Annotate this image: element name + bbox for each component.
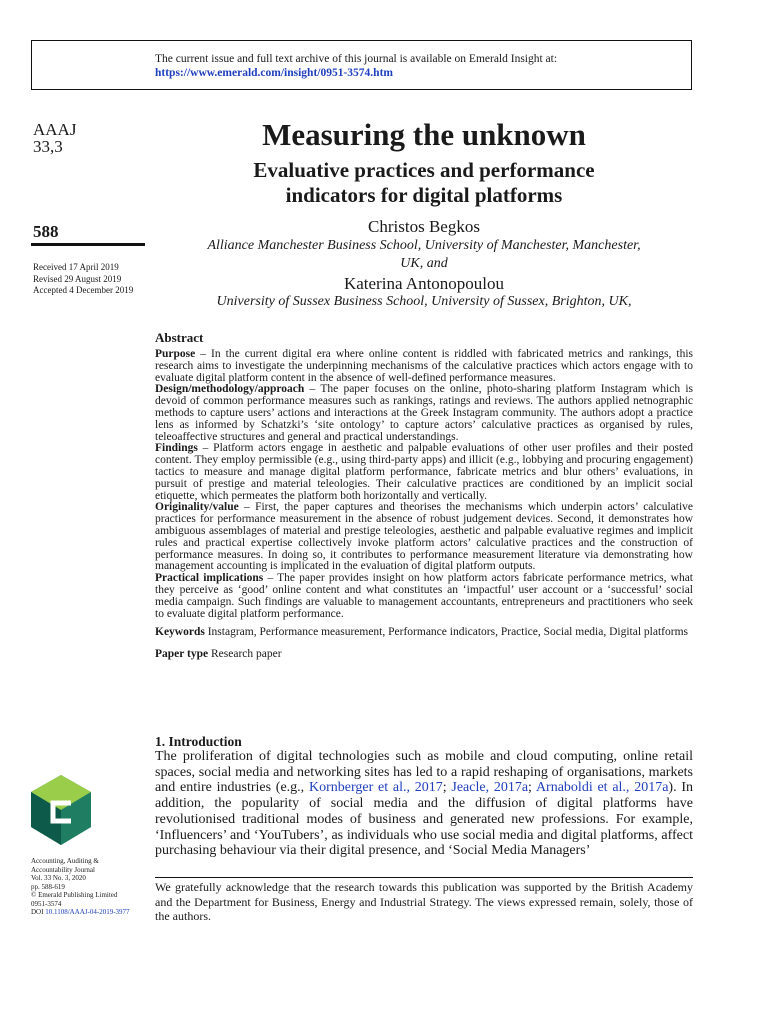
doi-line — [31, 908, 149, 917]
abstract-label: Practical implications — [155, 572, 264, 585]
abstract-label: Originality/value — [155, 501, 239, 514]
citation-line: Accountability Journal — [31, 865, 95, 874]
journal-abbr-text: AAAJ — [33, 120, 77, 139]
abstract-paper-type — [155, 647, 693, 662]
author-affiliation: University of Sussex Business School, University of Sussex, Brighton, UK, — [216, 294, 632, 309]
footnote-rule — [155, 877, 693, 878]
article-title: Measuring the unknown — [262, 117, 586, 152]
citation-link[interactable]: Kornberger et al., 2017 — [308, 780, 443, 796]
citation-line: Accounting, Auditing & — [31, 857, 99, 865]
abstract-originality — [155, 502, 693, 573]
doi-link[interactable]: 10.1108/AAAJ-04-2019-3977 — [45, 908, 130, 916]
abstract-heading: Abstract — [155, 330, 204, 345]
abstract-purpose — [155, 349, 693, 384]
paper-type-label: Paper type — [155, 648, 209, 661]
author-name: Christos Begkos — [368, 217, 480, 236]
journal-url-link[interactable]: https://www.emerald.com/insight/0951-3574.htm — [155, 67, 393, 79]
page-number: 588 — [33, 222, 59, 241]
abstract-findings — [155, 443, 693, 502]
abstract-text: – Platform actors engage in aesthetic and palpable evaluations of other user profiles and their posted content. They employ permissible (e.g., using third-party apps) and illicit (e.g., lobbying and procuring engagement) tactics to measure and manage digital platform performance, fabricate metrics and blur others’ evaluations, in pursuit of prestige and material teleologies. Their calculative practices are conditioned by an implicit social etiquette, which permeates the platform both horizontally and vertically. — [155, 442, 693, 502]
doi-label: DOI — [31, 908, 44, 916]
abstract-design — [155, 384, 693, 443]
abstract-practical — [155, 573, 693, 620]
affiliation-line: UK, and — [400, 256, 448, 271]
volume-issue: 33,3 — [33, 137, 63, 156]
emerald-logo-icon — [31, 775, 91, 845]
abstract-text: – The paper provides insight on how platform actors fabricate performance metrics, what they perceive as ‘good’ online content and what constitutes an ‘impactful’ user account or a ‘successful’ social media campaign. Such findings are valuable to management accountants, entrepreneurs and practitioners who seek to evaluate digital platform performance. — [155, 572, 693, 620]
article-subtitle — [155, 158, 693, 208]
subtitle-line: Evaluative practices and performance — [253, 158, 595, 182]
access-line: The current issue and full text archive of this journal is available on Emerald Insight at: — [155, 53, 558, 65]
received-dates — [33, 262, 133, 297]
abstract-keywords — [155, 625, 693, 640]
citation-link[interactable]: Jeacle, 2017a — [451, 780, 529, 796]
abstract-label: Purpose — [155, 348, 196, 360]
access-notice — [155, 52, 557, 80]
abstract-text: – In the current digital era where online content is riddled with fabricated metrics and rankings, this research aims to investigate the underpinning mechanisms of the calculative practices which actors engage with to evaluate digital platform content in the absence of well-defined performance measures. — [155, 348, 693, 384]
author-affiliation — [155, 237, 693, 273]
intro-text: The proliferation of digital technologies such as mobile and cloud computing, online retail spaces, social media and networking sites has led to a rapid reshaping of organisations, markets and entire industries (e.g., — [155, 749, 693, 796]
citation-line: pp. 588-619 — [31, 882, 65, 891]
revised-date: Revised 29 August 2019 — [33, 273, 122, 284]
subtitle-line: indicators for digital platforms — [285, 183, 563, 207]
journal-abbreviation — [33, 121, 76, 155]
abstract-text: – The paper focuses on the online, photo-sharing platform Instagram which is devoid of common performance measures such as rankings, ratings and reviews. The authors applied netnographic methods to capture users’ actions and interactions at the Greek Instagram community. The authors adopt a practice lens as informed by Schatzki’s ‘site ontology’ to capture actors’ calculative practices as organised by rules, teleoaffective structures and general and practical understandings. — [155, 383, 693, 443]
paper-type-text: Research paper — [208, 648, 282, 661]
page-number-rule — [31, 243, 145, 246]
keywords-label: Keywords — [155, 626, 205, 639]
affiliation-line: Alliance Manchester Business School, University of Manchester, Manchester, — [207, 238, 641, 253]
abstract-label: Findings — [155, 442, 198, 455]
intro-text: ). In addition, the popularity of social media and the diffusion of digital platforms have revolutionised traditional modes of business and generated new professions. For example, ‘Influencers’ and ‘YouTubers’, as individuals who use social media and digital platforms, affect purchasing behaviour via their digital presence, and ‘Social Media Managers’ — [155, 780, 694, 859]
abstract-section — [155, 331, 693, 662]
received-date: Received 17 April 2019 — [33, 262, 119, 272]
intro-separator: ; — [442, 780, 452, 796]
journal-citation — [31, 857, 149, 917]
acknowledgement-footnote: We gratefully acknowledge that the research towards this publication was supported by the British Academy and the Department for Business, Energy and Industrial Strategy. The views expressed remain, solely, those of the authors. — [155, 880, 693, 923]
accepted-date: Accepted 4 December 2019 — [33, 285, 134, 295]
introduction-paragraph — [155, 749, 693, 859]
introduction-heading: 1. Introduction — [155, 734, 242, 749]
intro-separator: ; — [528, 780, 536, 796]
citation-line: Vol. 33 No. 3, 2020 — [31, 874, 86, 882]
author-name: Katerina Antonopoulou — [343, 274, 505, 293]
abstract-text: – First, the paper captures and theorises the mechanisms which underpin actors’ calculative practices for performance measurement in the absence of robust judgement devices. Second, it demonstrates how ambiguous assemblages of material and prestige teleologies, aesthetic and palpable evaluative regimes and implicit rules and practical expertise collectively invoke platform actors’ calculative practices and the construction of performance measures. In doing so, it contributes to performance measurement literature via demonstrating how management accounting is implicated in the evaluation of digital platform outputs. — [155, 501, 693, 573]
citation-line: © Emerald Publishing Limited — [31, 891, 118, 899]
keywords-text: Instagram, Performance measurement, Performance indicators, Practice, Social media, Digital platforms — [204, 626, 688, 639]
citation-link[interactable]: Arnaboldi et al., 2017a — [535, 780, 669, 796]
abstract-label: Design/methodology/approach — [155, 383, 305, 396]
citation-line: 0951-3574 — [31, 899, 62, 908]
